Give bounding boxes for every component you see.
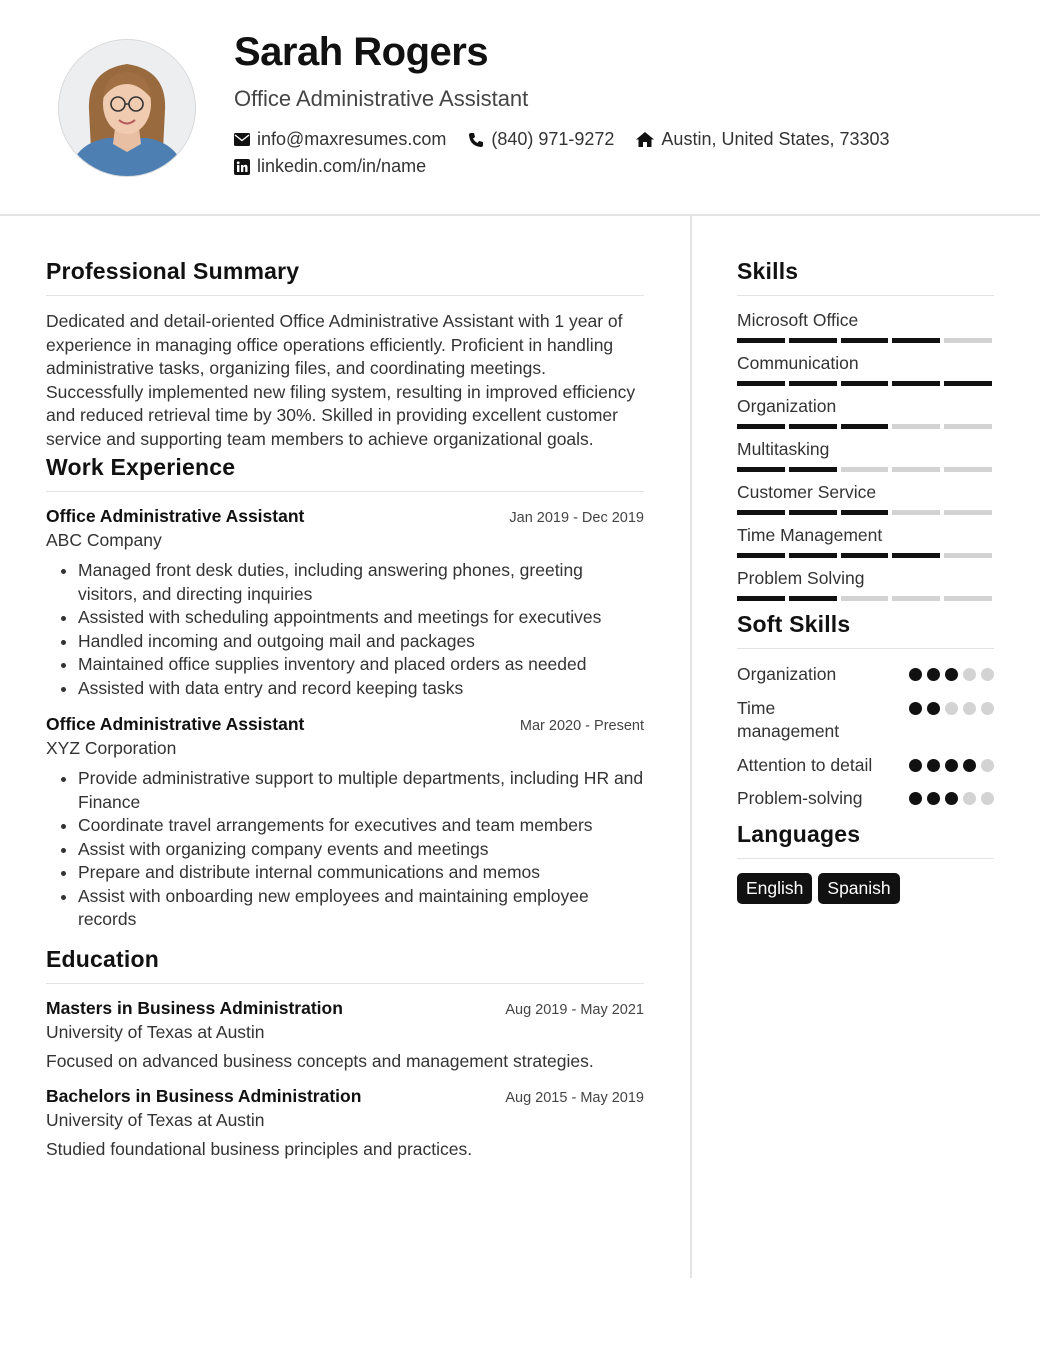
- skill-level-segment: [841, 338, 889, 343]
- rating-dot: [927, 792, 940, 805]
- skill-level-bar: [737, 596, 994, 601]
- skill-level-segment: [737, 510, 785, 515]
- skill-level-bar: [737, 467, 994, 472]
- language-badge: Spanish: [818, 873, 899, 904]
- languages-section: [737, 821, 994, 904]
- skill-level-segment: [841, 510, 889, 515]
- linkedin-text: linkedin.com/in/name: [257, 156, 427, 176]
- rating-dot: [963, 668, 976, 681]
- duty-item: • Handled incoming and outgoing mail and packages: [78, 630, 644, 654]
- candidate-role: Office Administrative Assistant: [234, 86, 529, 111]
- home-icon: [636, 132, 654, 147]
- soft-skill-list: [737, 663, 994, 811]
- education-entry: [46, 1086, 644, 1160]
- contact-phone[interactable]: [468, 129, 614, 150]
- language-badge: English: [737, 873, 812, 904]
- rating-dot: [945, 759, 958, 772]
- rating-dot: [981, 668, 994, 681]
- language-list: [737, 873, 994, 904]
- job-entry: [46, 714, 644, 932]
- skill-item: [737, 353, 994, 386]
- rating-dot: [981, 759, 994, 772]
- rating-dot: [927, 702, 940, 715]
- location-text: Austin, United States, 73303: [661, 129, 890, 149]
- section-title: Skills: [737, 258, 994, 296]
- skill-level-segment: [944, 553, 992, 558]
- contact-email[interactable]: [234, 129, 446, 150]
- rating-dot: [909, 668, 922, 681]
- soft-skill-name: Organization: [737, 664, 837, 684]
- degree-title: Masters in Business Administration: [46, 997, 343, 1018]
- degree-title: Bachelors in Business Administration: [46, 1085, 362, 1106]
- duty-item: • Assisted with data entry and record keeping tasks: [78, 677, 644, 701]
- main-column: [46, 258, 644, 1174]
- side-column: [737, 258, 994, 904]
- contact-row-2: [234, 156, 448, 177]
- duty-list: [46, 559, 644, 700]
- section-title: Professional Summary: [46, 258, 644, 296]
- email-text: info@maxresumes.com: [257, 129, 447, 149]
- rating-dot: [927, 759, 940, 772]
- duty-item: • Assisted with scheduling appointments and meetings for executives: [78, 606, 644, 630]
- skill-level-segment: [892, 510, 940, 515]
- job-date: Jan 2019 - Dec 2019: [509, 510, 644, 526]
- column-divider: [690, 216, 692, 1278]
- soft-skill-rating: [909, 668, 994, 681]
- skill-level-segment: [944, 424, 992, 429]
- soft-skill-item: [737, 787, 994, 811]
- skill-level-segment: [944, 596, 992, 601]
- rating-dot: [945, 792, 958, 805]
- duty-item: • Managed front desk duties, including answering phones, greeting visitors, and directing inquiries: [78, 559, 644, 606]
- rating-dot: [963, 792, 976, 805]
- contact-location: [636, 129, 889, 150]
- job-list: [46, 506, 644, 932]
- skill-level-segment: [892, 381, 940, 386]
- linkedin-icon: [234, 159, 250, 175]
- job-title: Office Administrative Assistant: [46, 506, 305, 526]
- soft-skill-name: Time management: [737, 697, 840, 741]
- skill-level-segment: [944, 381, 992, 386]
- skill-level-segment: [737, 424, 785, 429]
- resume-header: [0, 0, 1040, 216]
- section-title: Work Experience: [46, 454, 644, 492]
- rating-dot: [945, 702, 958, 715]
- skill-level-segment: [789, 381, 837, 386]
- rating-dot: [927, 668, 940, 681]
- rating-dot: [963, 759, 976, 772]
- rating-dot: [909, 759, 922, 772]
- skill-level-segment: [737, 596, 785, 601]
- duty-item: • Assist with organizing company events and meetings: [78, 838, 644, 862]
- skill-level-segment: [737, 381, 785, 386]
- soft-skill-rating: [909, 792, 994, 805]
- rating-dot: [909, 792, 922, 805]
- soft-skill-item: [737, 697, 994, 744]
- phone-text: (840) 971-9272: [491, 129, 615, 149]
- skill-level-segment: [944, 467, 992, 472]
- soft-skills-section: [737, 611, 994, 811]
- skill-name: Multitasking: [737, 439, 830, 459]
- skill-level-segment: [789, 424, 837, 429]
- duty-item: • Provide administrative support to multiple departments, including HR and Finance: [78, 767, 644, 814]
- skill-level-segment: [892, 467, 940, 472]
- education-header: [46, 1086, 644, 1107]
- person-avatar-icon: [59, 40, 195, 176]
- rating-dot: [981, 702, 994, 715]
- skill-name: Problem Solving: [737, 568, 865, 588]
- soft-skill-name: Problem-solving: [737, 788, 863, 808]
- company-name: XYZ Corporation: [46, 738, 177, 758]
- work-experience-section: [46, 454, 644, 932]
- phone-icon: [468, 132, 484, 148]
- school-name: University of Texas at Austin: [46, 1109, 265, 1130]
- skill-level-bar: [737, 510, 994, 515]
- soft-skill-name: Attention to detail: [737, 754, 873, 775]
- skill-item: [737, 396, 994, 429]
- duty-item: • Assist with onboarding new employees and maintaining employee records: [78, 885, 644, 932]
- duty-list: [46, 767, 644, 932]
- school-name: University of Texas at Austin: [46, 1021, 265, 1042]
- skill-item: [737, 482, 994, 515]
- envelope-icon: [234, 133, 250, 146]
- section-title: Soft Skills: [737, 611, 994, 649]
- skill-item: [737, 525, 994, 558]
- skill-level-segment: [892, 338, 940, 343]
- soft-skill-item: [737, 754, 994, 778]
- skill-level-segment: [737, 338, 785, 343]
- skill-level-segment: [789, 467, 837, 472]
- education-description: Studied foundational business principles and practices.: [46, 1138, 473, 1159]
- skill-item: [737, 568, 994, 601]
- skill-level-segment: [841, 424, 889, 429]
- skill-level-segment: [737, 467, 785, 472]
- skill-level-segment: [737, 553, 785, 558]
- job-header: [46, 506, 644, 527]
- skill-level-segment: [892, 596, 940, 601]
- skill-level-segment: [944, 338, 992, 343]
- education-entry: [46, 998, 644, 1072]
- skill-level-segment: [841, 467, 889, 472]
- job-entry: [46, 506, 644, 700]
- skill-level-segment: [841, 553, 889, 558]
- soft-skill-rating: [909, 759, 994, 772]
- section-title: Languages: [737, 821, 994, 859]
- summary-text: Dedicated and detail-oriented Office Administrative Assistant with 1 year of experience in managing office operations efficiently. Proficient in handling administrative tasks, organizing files, and coordinating meetings. Successfully implemented new filing system, resulting in improved efficiency and reduced retrieval time by 30%. Skilled in providing excellent customer service and supporting team members to achieve organizational goals.: [46, 311, 636, 449]
- soft-skill-rating: [909, 702, 994, 715]
- skill-level-bar: [737, 381, 994, 386]
- skill-level-segment: [841, 381, 889, 386]
- skill-list: [737, 310, 994, 601]
- skill-name: Communication: [737, 353, 859, 373]
- job-title: Office Administrative Assistant: [46, 714, 305, 734]
- soft-skill-item: [737, 663, 994, 687]
- education-section: [46, 946, 644, 1160]
- contact-row: [234, 129, 912, 150]
- skill-level-segment: [789, 596, 837, 601]
- skill-level-bar: [737, 553, 994, 558]
- rating-dot: [963, 702, 976, 715]
- skill-level-segment: [892, 553, 940, 558]
- skill-name: Microsoft Office: [737, 310, 859, 330]
- education-header: [46, 998, 644, 1019]
- education-list: [46, 998, 644, 1160]
- skill-level-segment: [892, 424, 940, 429]
- skill-name: Organization: [737, 396, 837, 416]
- candidate-name: Sarah Rogers: [234, 30, 489, 74]
- skill-item: [737, 310, 994, 343]
- skill-level-segment: [841, 596, 889, 601]
- section-title: Education: [46, 946, 644, 984]
- duty-item: • Maintained office supplies inventory and placed orders as needed: [78, 653, 644, 677]
- duty-item: • Prepare and distribute internal communications and memos: [78, 861, 644, 885]
- education-date: Aug 2019 - May 2021: [505, 1001, 644, 1018]
- job-header: [46, 714, 644, 735]
- education-description: Focused on advanced business concepts and management strategies.: [46, 1050, 594, 1071]
- skills-section: [737, 258, 994, 601]
- skill-level-segment: [789, 553, 837, 558]
- skill-name: Time Management: [737, 525, 883, 545]
- professional-summary-section: [46, 258, 644, 451]
- job-date: Mar 2020 - Present: [519, 718, 644, 734]
- rating-dot: [981, 792, 994, 805]
- skill-level-bar: [737, 424, 994, 429]
- skill-level-segment: [944, 510, 992, 515]
- company-name: ABC Company: [46, 530, 162, 550]
- profile-photo: [58, 39, 196, 177]
- skill-level-segment: [789, 510, 837, 515]
- rating-dot: [945, 668, 958, 681]
- rating-dot: [909, 702, 922, 715]
- skill-item: [737, 439, 994, 472]
- skill-name: Customer Service: [737, 482, 877, 502]
- skill-level-bar: [737, 338, 994, 343]
- duty-item: • Coordinate travel arrangements for executives and team members: [78, 814, 644, 838]
- skill-level-segment: [789, 338, 837, 343]
- education-date: Aug 2015 - May 2019: [505, 1089, 644, 1106]
- contact-linkedin[interactable]: [234, 156, 426, 177]
